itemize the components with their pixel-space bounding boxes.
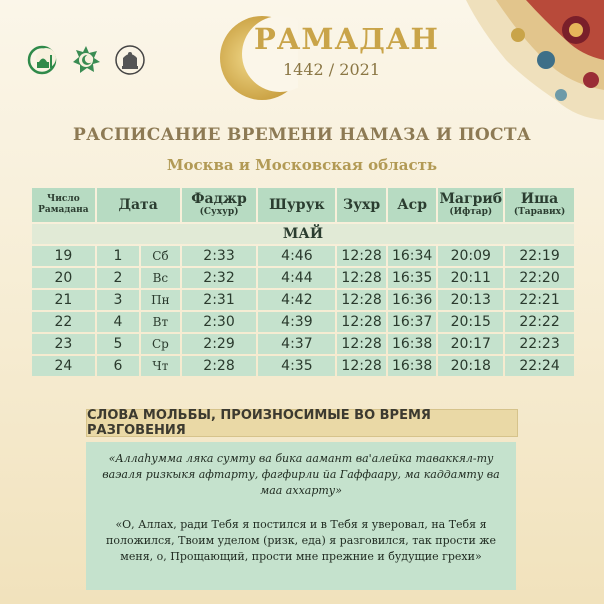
month-label: МАЙ bbox=[32, 224, 574, 244]
duas-title: СЛОВА МОЛЬБЫ, ПРОИЗНОСИМЫЕ ВО ВРЕМЯ РАЗГОВЕНИЯ bbox=[86, 409, 518, 437]
table-row bbox=[32, 356, 574, 376]
cell-fajr: 2:33 bbox=[182, 246, 257, 266]
duas-box bbox=[86, 442, 516, 590]
header-ramadan-day: Число Рамадана bbox=[32, 188, 95, 222]
cell-zuhr: 12:28 bbox=[337, 334, 386, 354]
cell-dow: Вс bbox=[141, 268, 179, 288]
cell-maghrib: 20:18 bbox=[438, 356, 503, 376]
cell-shuruk: 4:42 bbox=[258, 290, 335, 310]
cell-asr: 16:38 bbox=[388, 356, 437, 376]
cell-isha: 22:20 bbox=[505, 268, 574, 288]
cell-fajr: 2:32 bbox=[182, 268, 257, 288]
emblem-logo-icon bbox=[114, 44, 146, 76]
cell-day: 6 bbox=[97, 356, 139, 376]
cell-isha: 22:24 bbox=[505, 356, 574, 376]
header-zuhr: Зухр bbox=[337, 188, 386, 222]
floral-ornament-icon bbox=[426, 0, 604, 120]
cell-asr: 16:35 bbox=[388, 268, 437, 288]
cell-ramadan: 22 bbox=[32, 312, 95, 332]
cell-shuruk: 4:37 bbox=[258, 334, 335, 354]
dua-russian: «О, Аллах, ради Тебя я постился и в Тебя я уверовал, на Тебя я положился, Твоим уделом (ризк, еда) я разговился, так прости же меня, о, Прощающий, прости мне прежние и будущие грехи» bbox=[106, 518, 496, 563]
cell-zuhr: 12:28 bbox=[337, 290, 386, 310]
ramadan-title: РАМАДАН bbox=[254, 22, 439, 56]
cell-zuhr: 12:28 bbox=[337, 268, 386, 288]
cell-maghrib: 20:15 bbox=[438, 312, 503, 332]
cell-ramadan: 23 bbox=[32, 334, 95, 354]
cell-zuhr: 12:28 bbox=[337, 312, 386, 332]
schedule-subtitle: РАСПИСАНИЕ ВРЕМЕНИ НАМАЗА И ПОСТА bbox=[73, 125, 531, 145]
cell-ramadan: 21 bbox=[32, 290, 95, 310]
cell-shuruk: 4:44 bbox=[258, 268, 335, 288]
cell-asr: 16:37 bbox=[388, 312, 437, 332]
cell-asr: 16:38 bbox=[388, 334, 437, 354]
cell-isha: 22:22 bbox=[505, 312, 574, 332]
header-date: Дата bbox=[97, 188, 180, 222]
table-row bbox=[32, 268, 574, 288]
cell-dow: Чт bbox=[141, 356, 179, 376]
mosque-logo-icon bbox=[26, 44, 58, 76]
header-isha: Иша (Таравих) bbox=[505, 188, 574, 222]
table-row bbox=[32, 334, 574, 354]
cell-fajr: 2:29 bbox=[182, 334, 257, 354]
cell-day: 4 bbox=[97, 312, 139, 332]
cell-ramadan: 24 bbox=[32, 356, 95, 376]
cell-isha: 22:23 bbox=[505, 334, 574, 354]
header-shuruk: Шурук bbox=[258, 188, 335, 222]
cell-day: 5 bbox=[97, 334, 139, 354]
cell-maghrib: 20:09 bbox=[438, 246, 503, 266]
cell-shuruk: 4:46 bbox=[258, 246, 335, 266]
cell-day: 2 bbox=[97, 268, 139, 288]
cell-ramadan: 20 bbox=[32, 268, 95, 288]
cell-maghrib: 20:17 bbox=[438, 334, 503, 354]
cell-maghrib: 20:13 bbox=[438, 290, 503, 310]
cell-shuruk: 4:35 bbox=[258, 356, 335, 376]
table-header-row bbox=[32, 188, 574, 222]
dua-transliteration: «Аллаһумма ляка сумту ва бика аамант ва'алейка таваккял-ту ваэаля ризкыкя афтарту, фагфирли йа Гаффаару, ма каддамту ва маа аххарту» bbox=[102, 452, 500, 497]
cell-day: 3 bbox=[97, 290, 139, 310]
header-maghrib: Магриб (Ифтар) bbox=[438, 188, 503, 222]
cell-isha: 22:21 bbox=[505, 290, 574, 310]
header-fajr: Фаджр (Сухур) bbox=[182, 188, 257, 222]
cell-fajr: 2:31 bbox=[182, 290, 257, 310]
cell-day: 1 bbox=[97, 246, 139, 266]
star-crescent-logo-icon bbox=[70, 44, 102, 76]
cell-zuhr: 12:28 bbox=[337, 356, 386, 376]
cell-dow: Сб bbox=[141, 246, 179, 266]
table-row bbox=[32, 312, 574, 332]
table-row bbox=[32, 290, 574, 310]
header-asr: Аср bbox=[388, 188, 437, 222]
cell-zuhr: 12:28 bbox=[337, 246, 386, 266]
cell-dow: Вт bbox=[141, 312, 179, 332]
region-label: Москва и Московская область bbox=[166, 156, 438, 174]
cell-fajr: 2:28 bbox=[182, 356, 257, 376]
month-row bbox=[32, 224, 574, 244]
cell-asr: 16:34 bbox=[388, 246, 437, 266]
cell-asr: 16:36 bbox=[388, 290, 437, 310]
ramadan-years: 1442 / 2021 bbox=[283, 60, 380, 79]
logos-group bbox=[26, 44, 146, 76]
cell-isha: 22:19 bbox=[505, 246, 574, 266]
cell-maghrib: 20:11 bbox=[438, 268, 503, 288]
cell-dow: Пн bbox=[141, 290, 179, 310]
cell-fajr: 2:30 bbox=[182, 312, 257, 332]
table-row bbox=[32, 246, 574, 266]
cell-shuruk: 4:39 bbox=[258, 312, 335, 332]
cell-ramadan: 19 bbox=[32, 246, 95, 266]
cell-dow: Ср bbox=[141, 334, 179, 354]
prayer-schedule-table bbox=[30, 186, 576, 378]
